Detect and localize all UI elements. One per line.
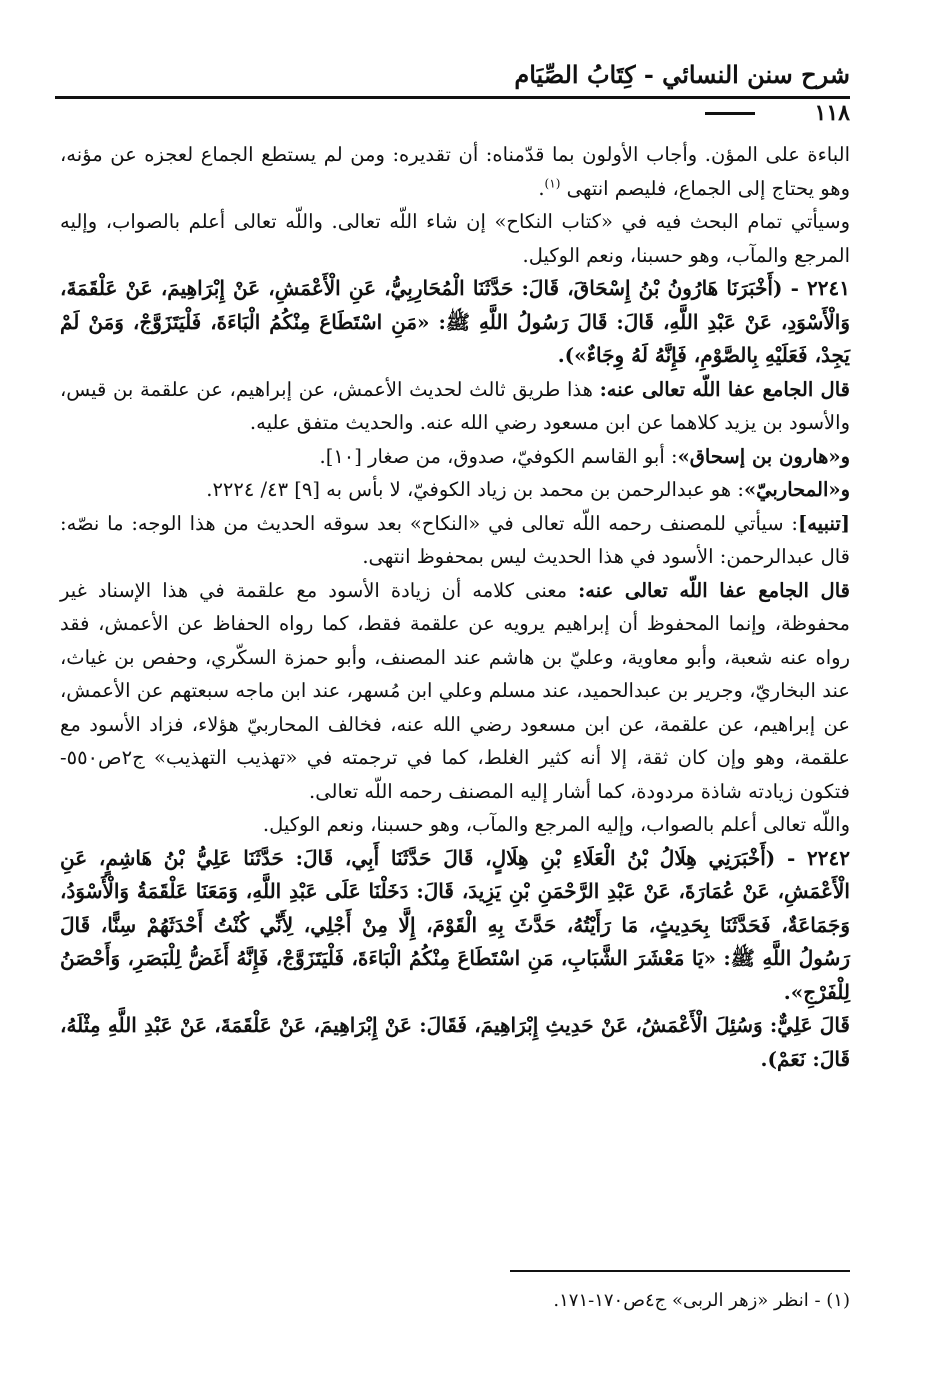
paragraph-label: قال الجامع عفا اللّه تعالى عنه: — [599, 377, 850, 401]
paragraph — [60, 574, 850, 809]
footnote-reference: (١) — [544, 176, 561, 190]
main-text — [60, 138, 850, 1076]
page-number: ١١٨ — [814, 100, 850, 126]
page-number-rule — [705, 112, 755, 115]
paragraph-label: قال الجامع عفا اللّه تعالى عنه: — [578, 578, 850, 602]
paragraph-text: هذا طريق ثالث لحديث الأعمش، عن إبراهيم، عن علقمة بن قيس، والأسود بن يزيد كلاهما عن ابن مسعود رضي الله عنه. والحديث متفق عليه. — [60, 377, 850, 434]
footnote: (١) - انظر «زهر الربى» ج٤ص١٧٠-١٧١. — [553, 1290, 850, 1311]
paragraph-text: الباءة على المؤن. وأجاب الأولون بما قدّمناه: أن تقديره: ومن لم يستطع الجماع لعجزه عن مؤنه، وهو يحتاج إلى الجماع، فليصم انتهى — [60, 143, 850, 200]
paragraph-label: و«المحاربيّ» — [743, 478, 850, 501]
paragraph-text: : أبو القاسم الكوفيّ، صدوق، من صغار [١٠]. — [319, 444, 678, 468]
header-rule — [55, 96, 850, 99]
paragraph — [60, 373, 850, 440]
paragraph: وسيأتي تمام البحث فيه في «كتاب النكاح» إن شاء اللّه تعالى. واللّه تعالى أعلم بالصواب، وإليه المرجع والمآب، وهو حسبنا، ونعم الوكيل. — [60, 210, 850, 267]
paragraph — [60, 473, 850, 507]
hadith-paragraph: قَالَ عَلِيٌّ: وَسُئِلَ الْأَعْمَشُ، عَنْ حَدِيثِ إِبْرَاهِيمَ، فَقَالَ: عَنْ إِبْرَاهِيمَ، عَنْ عَلْقَمَةَ، عَنْ عَبْدِ اللَّهِ مِثْلَهُ، قَالَ: نَعَمْ). — [60, 1013, 850, 1071]
header-title: شرح سنن النسائي - كِتَابُ الصِّيَام — [514, 60, 850, 89]
paragraph-text: معنى كلامه أن زيادة الأسود مع علقمة في هذا الإسناد غير محفوظة، وإنما المحفوظ أن إبراهيم يرويه عن علقمة فقط، كما رواه الحفاظ عن الأعمش، فقد رواه عنه شعبة، وأبو معاوية، وعليّ بن هاشم عند المصنف، وأبو حمزة السكّري، وحفص بن غياث، عند البخاريّ، وجرير بن عبدالحميد، عند مسلم وعلي ابن مُسهر، عند ابن ماجه سبعتهم عن الأعمش، عن إبراهيم، عن علقمة، عن ابن مسعود رضي الله عنه، فخالف المحاربيّ هؤلاء، فزاد الأسود مع علقمة، وهو وإن كان ثقة، إلا أنه كثير الغلط، كما في ترجمته في «تهذيب التهذيب» ج٢ص٥٥٠- فتكون زيادته شاذة مردودة، كما أشار إليه المصنف رحمه اللّه تعالى. — [60, 578, 850, 803]
hadith-paragraph: ٢٢٤٢ - (أَخْبَرَنِي هِلَالُ بْنُ الْعَلَاءِ بْنِ هِلَالٍ، قَالَ حَدَّثَنَا أَبِي، قَالَ: حَدَّثَنَا عَلِيُّ بْنُ هَاشِمٍ، عَنِ الْأَعْمَشِ، عَنْ عُمَارَةَ، عَنْ عَبْدِ الرَّحْمَنِ بْنِ يَزِيدَ، قَالَ: دَخَلْنَا عَلَى عَبْدِ اللَّهِ، وَمَعَنَا عَلْقَمَةُ وَالْأَسْوَدُ، وَجَمَاعَةٌ، فَحَدَّثَنَا بِحَدِيثٍ، مَا رَأَيْتُهُ، حَدَّثَ بِهِ الْقَوْمَ، إِلَّا مِنْ أَجْلِي، لِأَنِّي كُنْتُ أَحْدَثَهُمْ سِنًّا، قَالَ رَسُولُ اللَّهِ ﷺ: «يَا مَعْشَرَ الشَّبَابِ، مَنِ اسْتَطَاعَ مِنْكُمُ الْبَاءَةَ، فَلْيَتَزَوَّجْ، فَإِنَّهُ أَغَضُّ لِلْبَصَرِ، وَأَحْصَنُ لِلْفَرْجِ». — [60, 845, 850, 1004]
paragraph — [60, 507, 850, 574]
paragraph-text: : سيأتي للمصنف رحمه اللّه تعالى في «النكاح» بعد سوقه الحديث من هذا الوجه: ما نصّه: قال عبدالرحمن: الأسود في هذا الحديث ليس بمحفوظ انتهى. — [60, 511, 850, 568]
running-header — [55, 58, 850, 98]
paragraph — [60, 440, 850, 474]
paragraph-label: [تنبيه] — [798, 511, 850, 535]
paragraph-label: و«هارون بن إسحاق» — [677, 444, 850, 468]
paragraph: الباءة على المؤن. وأجاب الأولون بما قدّمناه: أن تقديره: ومن لم يستطع الجماع لعجزه عن مؤنه، وهو يحتاج إلى الجماع، فليصم انتهى $^{(١)}$. — [60, 143, 850, 200]
paragraph: واللّه تعالى أعلم بالصواب، وإليه المرجع والمآب، وهو حسبنا، ونعم الوكيل. — [262, 813, 850, 836]
page-number-row — [705, 100, 850, 124]
hadith-paragraph: ٢٢٤١ - (أَخْبَرَنَا هَارُونُ بْنُ إِسْحَاقَ، قَالَ: حَدَّثَنَا الْمُحَارِبِيُّ، عَنِ الْأَعْمَشِ، عَنْ إِبْرَاهِيمَ، عَنْ عَلْقَمَةَ، وَالْأَسْوَدِ، عَنْ عَبْدِ اللَّهِ، قَالَ: قَالَ رَسُولُ اللَّهِ ﷺ: «مَنِ اسْتَطَاعَ مِنْكُمُ الْبَاءَةَ، فَلْيَتَزَوَّجْ، وَمَنْ لَمْ يَجِدْ، فَعَلَيْهِ بِالصَّوْمِ، فَإِنَّهُ لَهُ وِجَاءٌ»). — [60, 276, 850, 367]
paragraph-text: : هو عبدالرحمن بن محمد بن زياد الكوفيّ، لا بأس به [٩] ٤٣/ ٢٢٢٤. — [206, 478, 744, 501]
footnote-separator — [510, 1270, 850, 1272]
